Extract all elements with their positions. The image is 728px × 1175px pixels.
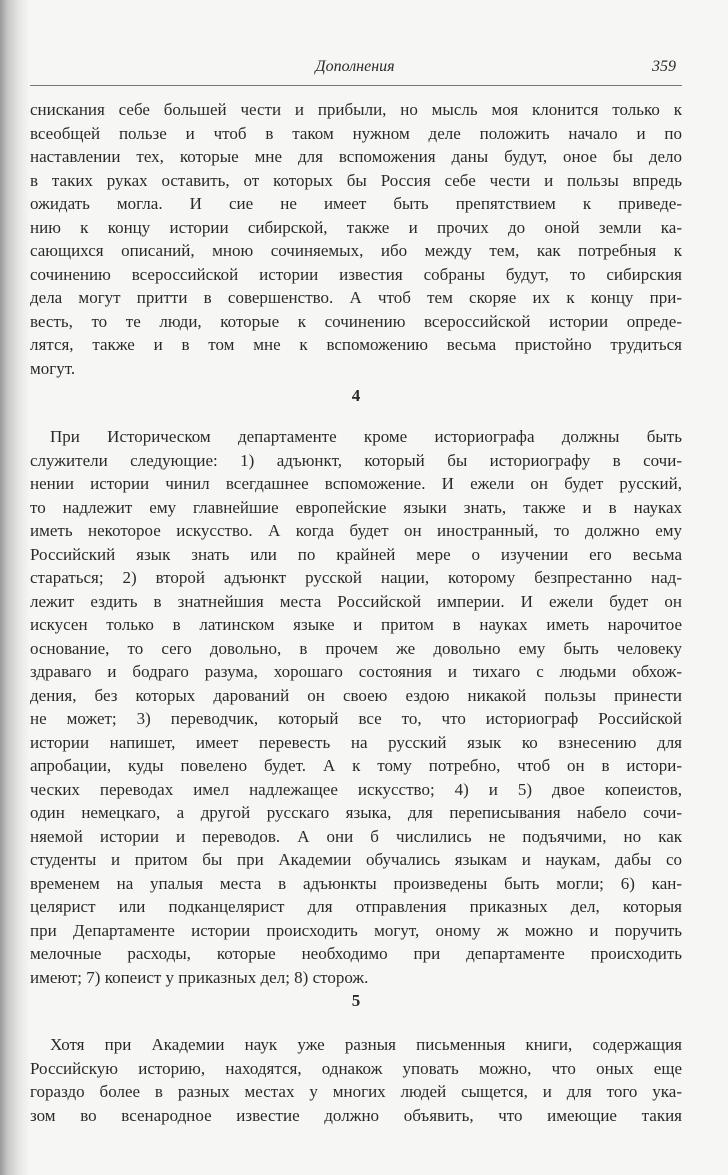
text-line: истории напишет, имеет перевесть на русский язык ко взнесению для bbox=[30, 732, 682, 752]
text-line: сочинению всероссийской истории известия собраны будут, то сибирския bbox=[30, 264, 682, 284]
text-line: мелочные расходы, которые необходимо при департаменте происходить bbox=[30, 944, 682, 963]
text-line: нию к концу истории сибирской, также и прочих до оной земли ка- bbox=[30, 217, 682, 237]
text-line: один немецкаго, а другой русскаго языка, для переписывания набело сочи- bbox=[30, 803, 682, 822]
text-line: При Историческом департаменте кроме историографа должны быть bbox=[50, 427, 682, 446]
running-header bbox=[30, 58, 680, 82]
text-line: гораздо более в разных местах у многих людей сыщется, и для того ука- bbox=[30, 1082, 682, 1101]
text-line: здраваго и бодраго разума, хорошаго состояния и тихаго с людьми обхож- bbox=[30, 662, 682, 681]
text-line: лятся, также и в том мне к вспоможению весьма пристойно трудиться bbox=[30, 335, 682, 354]
text-line: Хотя при Академии наук уже разныя письменныя книги, содержащия bbox=[50, 1035, 682, 1054]
text-line: не может; 3) переводчик, который все то, что историограф Российской bbox=[30, 709, 682, 728]
text-line: студенты и притом бы при Академии обучались языкам и наукам, дабы со bbox=[30, 850, 682, 869]
paragraph-3 bbox=[30, 1033, 682, 1127]
paragraph-2 bbox=[30, 425, 682, 989]
text-line: дения, без которых дарований он своею ездою никакой пользы принести bbox=[30, 685, 682, 705]
text-line: целярист или подканцелярист для отправления приказных дел, которыя bbox=[30, 897, 682, 916]
text-line: нении истории чинил всегдашнее вспоможение. И ежели он будет русский, bbox=[30, 474, 682, 493]
text-line: Российскую историю, находятся, однакож уповать можно, что оных еще bbox=[30, 1058, 682, 1078]
page-number: 359 bbox=[652, 58, 676, 75]
text-line: служители следующие: 1) адъюнкт, который бы историографу в сочи- bbox=[30, 450, 682, 470]
text-line: дела могут притти в совершенство. А чтоб тем скоряе их к концу при- bbox=[30, 288, 682, 307]
text-line: лежит ездить в знатнейшия места Российской империи. И ежели будет он bbox=[30, 591, 682, 611]
text-line: сающихся описаний, мною сочиняемых, ибо между тем, как потребныя к bbox=[30, 241, 682, 260]
text-line: имеют; 7) копеист у приказных дел; 8) сторож. bbox=[30, 967, 369, 987]
text-line: всеобщей пользе и чтоб в таком нужном деле положить начало и по bbox=[30, 123, 682, 143]
text-line: няемой истории и переводов. А они б числились не подъячими, но как bbox=[30, 826, 682, 846]
text-line: иметь некоторое искусство. А когда будет он иностранный, то должно ему bbox=[30, 521, 682, 540]
text-line: апробации, куды повелено будет. А к тому потребно, чтоб он в истори- bbox=[30, 756, 682, 775]
text-line: снискания себе большей чести и прибыли, но мысль моя клонится только к bbox=[30, 100, 682, 119]
text-line: в таких руках оставить, от которых бы Россия себе чести и пользы впредь bbox=[30, 170, 682, 190]
text-line: могут. bbox=[30, 358, 76, 378]
text-line: наставлении тех, которые мне для вспоможения даны будут, оное бы дело bbox=[30, 147, 682, 166]
text-line: зом во всенародное известие должно объявить, что имеющие такия bbox=[30, 1105, 682, 1125]
text-line: основание, то сего довольно, в прочем же довольно ему быть человеку bbox=[30, 638, 682, 658]
text-line: Российский язык знать или по крайней мере о изучении его весьма bbox=[30, 544, 682, 564]
page-edge-shadow bbox=[0, 0, 30, 1175]
text-line: временем на упалыя места в адъюнкты произведены быть могли; 6) кан- bbox=[30, 873, 682, 893]
text-line: ческих переводах имел надлежащее искусство; 4) и 5) двое копеистов, bbox=[30, 779, 682, 799]
paragraph-1 bbox=[30, 98, 682, 380]
text-line: то надлежит ему главнейшие европейские языки знать, также и в науках bbox=[30, 497, 682, 517]
text-line: стараться; 2) второй адъюнкт русской нации, которому безпрестанно над- bbox=[30, 568, 682, 587]
header-rule bbox=[30, 85, 682, 86]
section-number-4: 4 bbox=[351, 386, 361, 405]
text-line: весть, то те люди, которые к сочинению всероссийской истории опреде- bbox=[30, 311, 682, 331]
running-header-title: Дополнения bbox=[315, 58, 395, 75]
text-line: ожидать могла. И сие не имеет быть препятствием к приведе- bbox=[30, 194, 682, 213]
section-number-5: 5 bbox=[351, 991, 361, 1010]
text-line: при Департаменте истории происходить могут, оному ж можно и поручить bbox=[30, 920, 682, 940]
text-line: искусен только в латинском языке и притом в науках иметь нарочитое bbox=[30, 615, 682, 634]
